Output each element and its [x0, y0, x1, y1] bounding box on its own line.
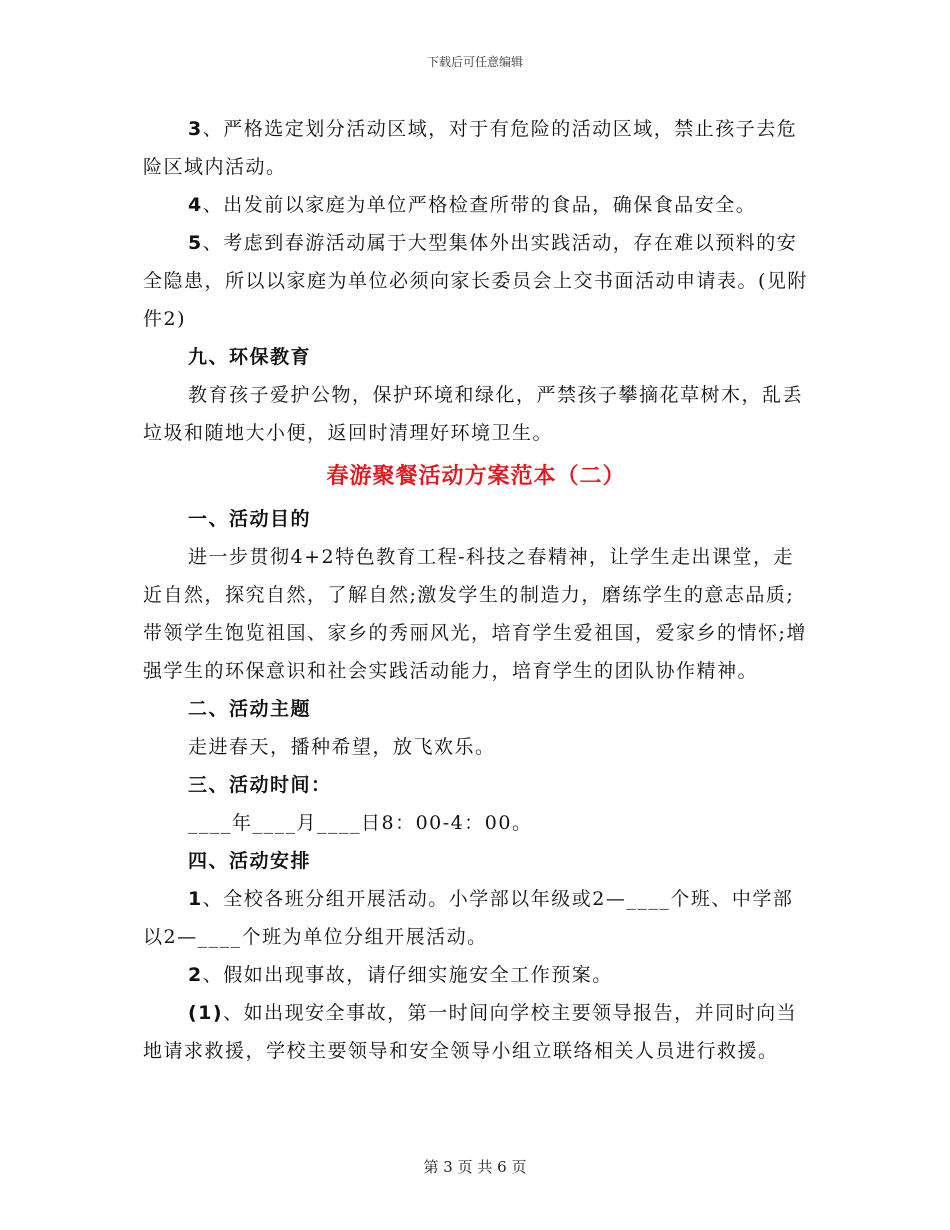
section-heading-3: 三、活动时间：	[188, 774, 332, 796]
item-text: 、如出现安全事故，第一时间向学校主要领导报告，并同时向当地请求救援，学校主要领导和安全领导小组立联络相关人员进行救援。	[143, 1002, 798, 1062]
list-item-4	[143, 186, 809, 224]
item-number: 1	[188, 888, 203, 910]
paragraph-purpose: 进一步贯彻4+2特色教育工程-科技之春精神，让学生走出课堂，走近自然，探究自然，了解自然;激发学生的制造力，磨练学生的意志品质;带领学生饱览祖国、家乡的秀丽风光，培育学生爱祖国，爱家乡的情怀;增强学生的环保意识和社会实践活动能力，培育学生的团队协作精神。	[143, 546, 807, 682]
document-title: 春游聚餐活动方案范本（二）	[326, 464, 626, 489]
item-text: 、考虑到春游活动属于大型集体外出实践活动，存在难以预料的安全隐患，所以以家庭为单位必须向家长委员会上交书面活动申请表。(见附件2)	[143, 232, 808, 330]
list-item-5	[143, 224, 809, 338]
item-number: 5	[188, 232, 203, 254]
section-heading-9: 九、环保教育	[188, 346, 312, 368]
page-footer: 第 3 页 共 6 页	[423, 1158, 527, 1176]
document-body	[143, 110, 809, 1070]
section-heading-1: 一、活动目的	[188, 508, 312, 530]
paragraph-environment: 教育孩子爱护公物，保护环境和绿化，严禁孩子攀摘花草树木，乱丢垃圾和随地大小便，返回时清理好环境卫生。	[143, 384, 804, 444]
item-number: 2	[188, 964, 203, 986]
item-text: 、出发前以家庭为单位严格检查所带的食品，确保食品安全。	[202, 194, 757, 216]
list-item-3	[143, 110, 809, 186]
paragraph-theme: 走进春天，播种希望，放飞欢乐。	[188, 736, 496, 758]
paragraph-time: ____年____月____日8：00-4：00。	[188, 812, 533, 834]
item-number: 3	[188, 118, 203, 140]
item-number: (1)	[188, 1002, 224, 1024]
item-text: 、严格选定划分活动区域，对于有危险的活动区域，禁止孩子去危险区域内活动。	[143, 118, 798, 178]
item-number: 4	[188, 194, 203, 216]
section-heading-4: 四、活动安排	[188, 850, 312, 872]
section-heading-2: 二、活动主题	[188, 698, 312, 720]
item-text: 、全校各班分组开展活动。小学部以年级或2—____个班、中学部以2—____个班为单位分组开展活动。	[143, 888, 794, 948]
arrangement-item-2	[143, 956, 809, 994]
arrangement-subitem-1	[143, 994, 809, 1070]
item-text: 、假如出现事故，请仔细实施安全工作预案。	[202, 964, 613, 986]
arrangement-item-1	[143, 880, 809, 956]
page-header: 下载后可任意编辑	[426, 55, 523, 69]
